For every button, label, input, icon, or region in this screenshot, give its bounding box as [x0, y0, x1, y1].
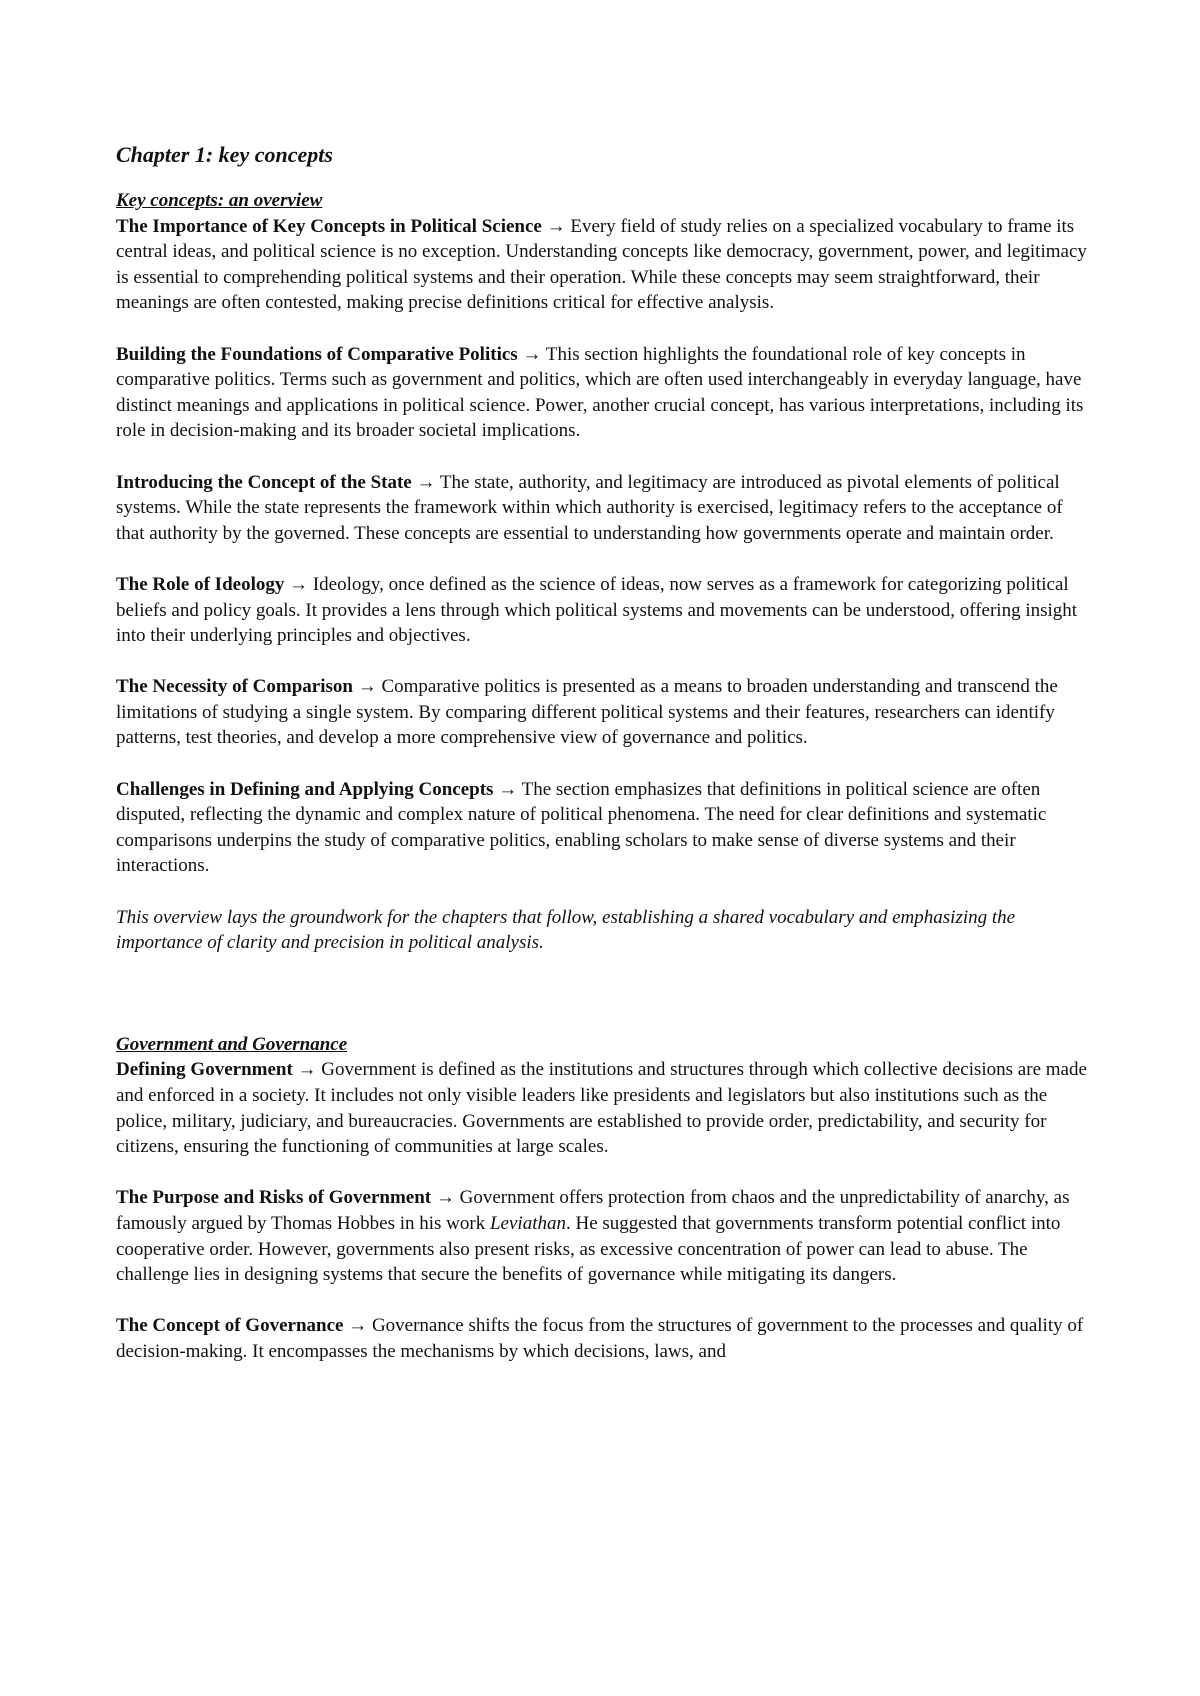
- arrow-icon: →: [522, 343, 542, 365]
- section-heading-overview: Key concepts: an overview: [116, 190, 323, 211]
- paragraph-text: The section emphasizes that definitions in political science are often disputed, reflecting the dynamic and complex nature of political phenomena. The need for clear definitions and systematic comparisons underpins the study of comparative politics, enabling scholars to make sense of diverse systems and their interactions.: [116, 778, 1047, 877]
- paragraph-lead: The Importance of Key Concepts in Political Science: [116, 215, 542, 237]
- chapter-title: Chapter 1: key concepts: [116, 142, 333, 167]
- paragraph-text: Ideology, once defined as the science of ideas, now serves as a framework for categorizing political beliefs and policy goals. It provides a lens through which political systems and movements can be understood, offering insight into their underlying principles and objectives.: [116, 573, 1078, 647]
- arrow-icon: →: [289, 573, 309, 595]
- paragraph-lead: Challenges in Defining and Applying Concepts: [116, 778, 494, 800]
- overview-closing-note: This overview lays the groundwork for the chapters that follow, establishing a shared vocabulary and emphasizing the importance of clarity and precision in political analysis.: [116, 906, 1016, 954]
- paragraph-text: . He suggested that governments transform potential conflict into cooperative order. However, governments also present risks, as excessive concentration of power can lead to abuse. The challenge lies in designing systems that secure the benefits of governance while mitigating its dangers.: [116, 1212, 1061, 1286]
- arrow-icon: →: [498, 778, 518, 800]
- paragraph-text: Government offers protection from chaos and the unpredictability of anarchy, as famously argued by Thomas Hobbes in his work: [116, 1187, 1070, 1234]
- paragraph-lead: The Concept of Governance: [116, 1315, 344, 1337]
- paragraph-text: Comparative politics is presented as a means to broaden understanding and transcend the limitations of studying a single system. By comparing different political systems and their features, researchers can identify patterns, test theories, and develop a more comprehensive view of governance and politics.: [116, 676, 1058, 749]
- arrow-icon: →: [435, 1187, 455, 1209]
- arrow-icon: →: [357, 676, 377, 698]
- paragraph-defining-government: [116, 1057, 1088, 1159]
- arrow-icon: →: [297, 1059, 317, 1081]
- paragraph-lead: The Purpose and Risks of Government: [116, 1187, 432, 1209]
- paragraph-state: [116, 470, 1088, 547]
- book-title: Leviathan: [489, 1212, 566, 1234]
- paragraph-text: Every field of study relies on a specialized vocabulary to frame its central ideas, and political science is no exception. Understanding concepts like democracy, government, power, and legitimacy is essential to comprehending political systems and their operation. While these concepts may seem straightforward, their meanings are often contested, making precise definitions critical for effective analysis.: [116, 215, 1087, 314]
- arrow-icon: →: [546, 215, 566, 237]
- paragraph-comparison: [116, 674, 1088, 751]
- paragraph-lead: Introducing the Concept of the State: [116, 471, 412, 493]
- paragraph-lead: Defining Government: [116, 1059, 293, 1081]
- paragraph-governance: [116, 1313, 1088, 1364]
- paragraph-purpose-risks: [116, 1185, 1088, 1287]
- paragraph-text: This section highlights the foundational role of key concepts in comparative politics. Terms such as government and politics, which are often used interchangeably in everyday language, have distinct meanings and applications in political science. Power, another crucial concept, has various interpretations, including its role in decision-making and its broader societal implications.: [116, 343, 1084, 442]
- document-page: [116, 140, 1088, 1390]
- paragraph-importance: [116, 214, 1088, 316]
- paragraph-challenges: [116, 777, 1088, 879]
- arrow-icon: →: [416, 471, 436, 493]
- paragraph-ideology: [116, 572, 1088, 649]
- section-heading-government: Government and Governance: [116, 1033, 348, 1055]
- paragraph-text: The state, authority, and legitimacy are introduced as pivotal elements of political systems. While the state represents the framework within which authority is exercised, legitimacy refers to the acceptance of that authority by the governed. These concepts are essential to understanding how governments operate and maintain order.: [116, 471, 1063, 544]
- paragraph-text: Governance shifts the focus from the structures of government to the processes and quality of decision-making. It encompasses the mechanisms by which decisions, laws, and: [116, 1315, 1084, 1362]
- arrow-icon: →: [348, 1315, 368, 1337]
- paragraph-text: Government is defined as the institutions and structures through which collective decisions are made and enforced in a society. It includes not only visible leaders like presidents and legislators but also institutions such as the police, military, judiciary, and bureaucracies. Governments are established to provide order, predictability, and security for citizens, ensuring the functioning of communities at large scales.: [116, 1059, 1087, 1158]
- paragraph-lead: The Role of Ideology: [116, 573, 285, 595]
- paragraph-lead: The Necessity of Comparison: [116, 676, 353, 698]
- section-spacer: [116, 956, 1088, 1032]
- paragraph-lead: Building the Foundations of Comparative Politics: [116, 343, 518, 365]
- paragraph-foundations: [116, 342, 1088, 444]
